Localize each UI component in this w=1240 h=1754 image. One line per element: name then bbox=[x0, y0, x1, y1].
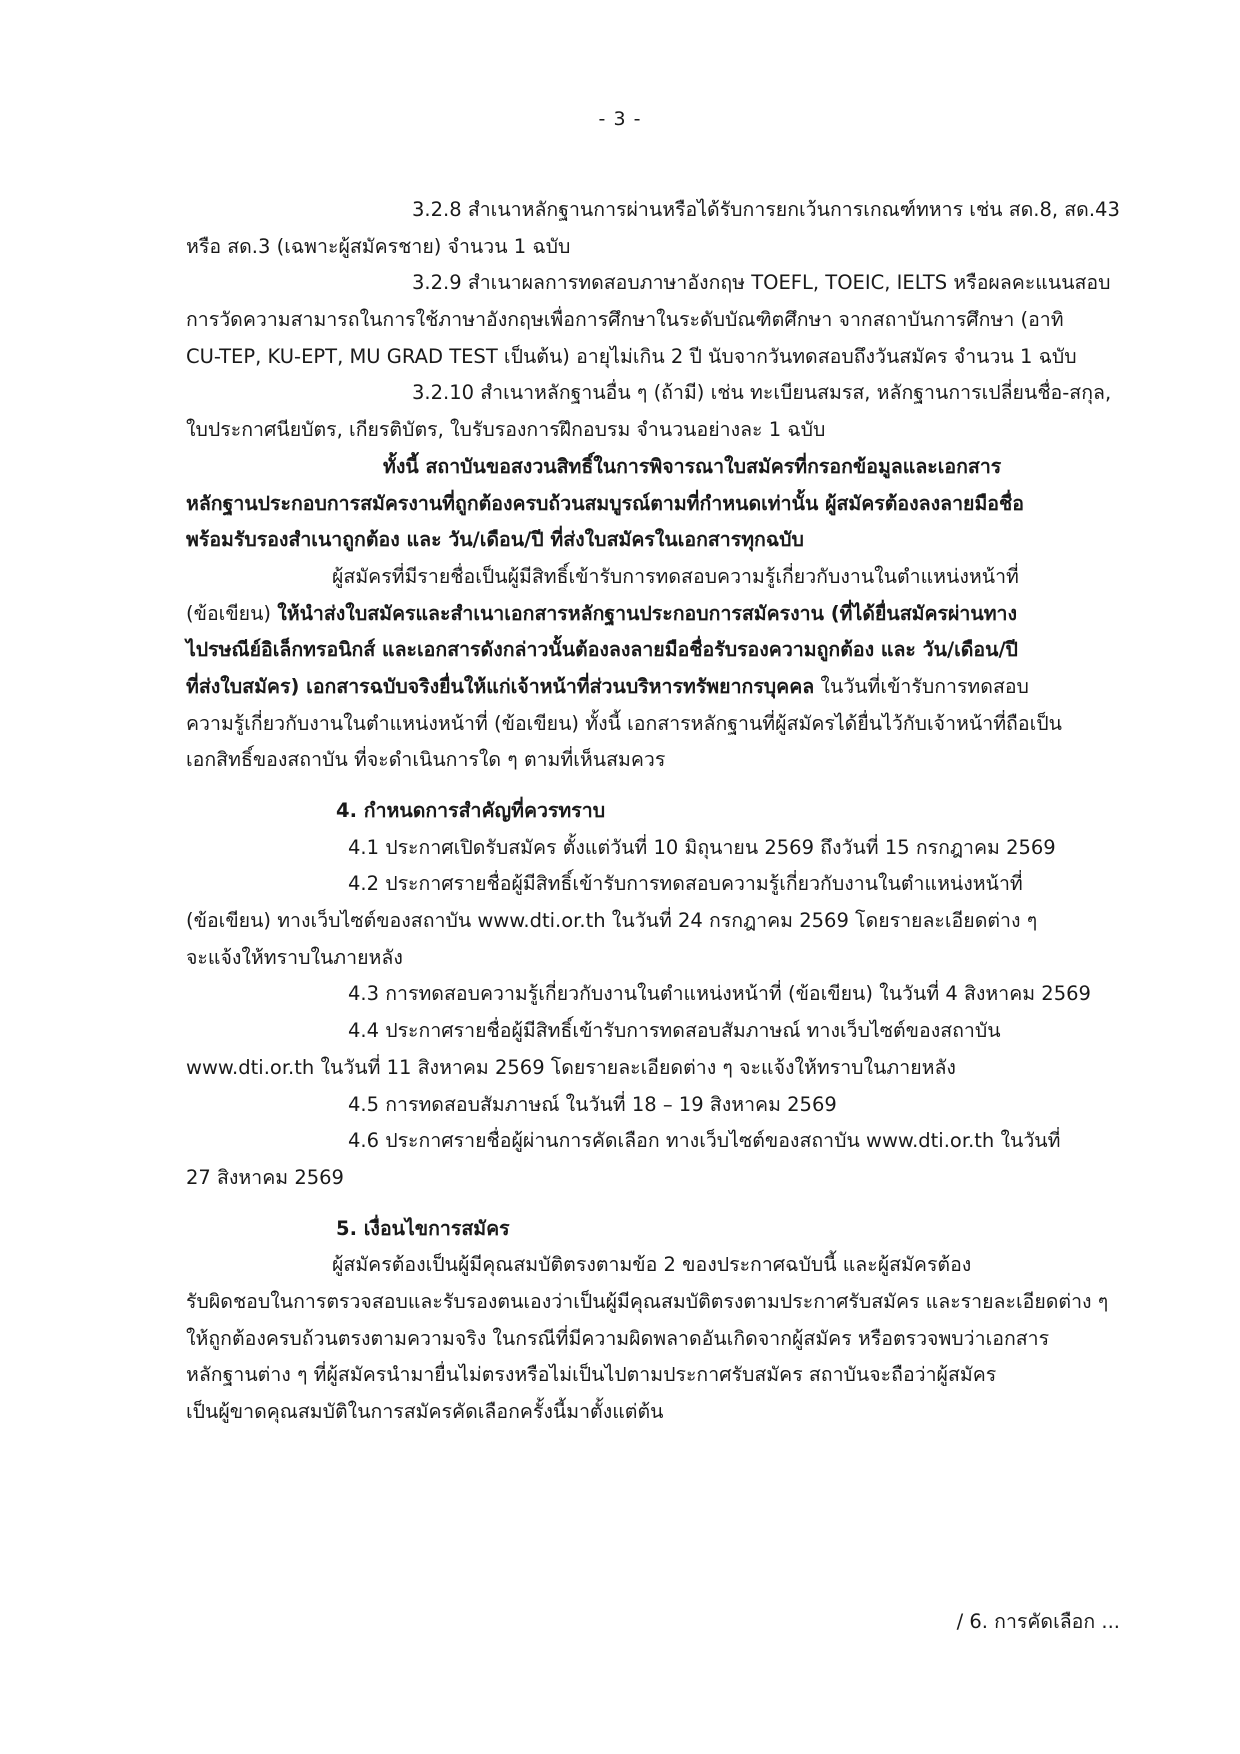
page-number: - 3 - bbox=[598, 108, 642, 130]
spacer bbox=[186, 1197, 1122, 1211]
document-body bbox=[186, 192, 1122, 1431]
notice-line-3: พร้อมรับรองสำเนาถูกต้อง และ วัน/เดือน/ปี ที่ส่งใบสมัครในเอกสารทุกฉบับ bbox=[186, 528, 804, 552]
spacer bbox=[186, 779, 1122, 793]
submit-line-4 bbox=[186, 669, 1122, 706]
section-5-line-1: ผู้สมัครต้องเป็นผู้มีคุณสมบัติตรงตามข้อ 2 ของประกาศฉบับนี้ และผู้สมัครต้อง bbox=[332, 1253, 972, 1277]
section-4-item-2-line-2: (ข้อเขียน) ทางเว็บไซต์ของสถาบัน www.dti.or.th ในวันที่ 24 กรกฎาคม 2569 โดยรายละเอียดต่าง ๆ bbox=[186, 909, 1038, 933]
continuation-footer: / 6. การคัดเลือก ... bbox=[956, 1610, 1120, 1633]
item-3-2-8-line-2: หรือ สด.3 (เฉพาะผู้สมัครชาย) จำนวน 1 ฉบับ bbox=[186, 234, 571, 258]
section-5-line-3: ให้ถูกต้องครบถ้วนตรงตามความจริง ในกรณีที่มีความผิดพลาดอันเกิดจากผู้สมัคร หรือตรวจพบว่าเอกสาร bbox=[186, 1326, 1050, 1350]
submit-line-2 bbox=[186, 596, 1122, 633]
submit-line-2-normal: (ข้อเขียน) bbox=[186, 601, 278, 625]
section-4-heading: 4. กำหนดการสำคัญที่ควรทราบ bbox=[336, 799, 606, 822]
item-3-2-8-line-1: 3.2.8 สำเนาหลักฐานการผ่านหรือได้รับการยกเว้นการเกณฑ์ทหาร เช่น สด.8, สด.43 bbox=[412, 198, 1120, 221]
section-4-item-3: 4.3 การทดสอบความรู้เกี่ยวกับงานในตำแหน่งหน้าที่ (ข้อเขียน) ในวันที่ 4 สิงหาคม 2569 bbox=[348, 982, 1091, 1006]
submit-line-1: ผู้สมัครที่มีรายชื่อเป็นผู้มีสิทธิ์เข้ารับการทดสอบความรู้เกี่ยวกับงานในตำแหน่งหน้าที่ bbox=[332, 564, 1019, 588]
section-5-heading: 5. เงื่อนไขการสมัคร bbox=[336, 1216, 510, 1240]
item-3-2-9-line-2: การวัดความสามารถในการใช้ภาษาอังกฤษเพื่อการศึกษาในระดับบัณฑิตศึกษา จากสถาบันการศึกษา (อาทิ bbox=[186, 308, 1064, 332]
submit-line-4-normal: ในวันที่เข้ารับการทดสอบ bbox=[814, 674, 1029, 698]
submit-line-3: ไปรษณีย์อิเล็กทรอนิกส์ และเอกสารดังกล่าวนั้นต้องลงลายมือชื่อรับรองความถูกต้อง และ วัน/เดือน/ปี bbox=[186, 638, 1018, 662]
section-4-item-4-line-1: 4.4 ประกาศรายชื่อผู้มีสิทธิ์เข้ารับการทดสอบสัมภาษณ์ ทางเว็บไซต์ของสถาบัน bbox=[348, 1019, 1001, 1043]
submit-line-5: ความรู้เกี่ยวกับงานในตำแหน่งหน้าที่ (ข้อเขียน) ทั้งนี้ เอกสารหลักฐานที่ผู้สมัครได้ยื่นไว้กับเจ้าหน้าที่ถือเป็น bbox=[186, 711, 1062, 735]
section-5-line-2: รับผิดชอบในการตรวจสอบและรับรองตนเองว่าเป็นผู้มีคุณสมบัติตรงตามประกาศรับสมัคร และรายละเอียดต่าง ๆ bbox=[186, 1289, 1109, 1313]
item-3-2-10-line-1: 3.2.10 สำเนาหลักฐานอื่น ๆ (ถ้ามี) เช่น ทะเบียนสมรส, หลักฐานการเปลี่ยนชื่อ-สกุล, bbox=[412, 381, 1112, 405]
section-4-item-2-line-3: จะแจ้งให้ทราบในภายหลัง bbox=[186, 945, 403, 969]
submit-line-2-bold: ให้นำส่งใบสมัครและสำเนาเอกสารหลักฐานประกอบการสมัครงาน (ที่ได้ยื่นสมัครผ่านทาง bbox=[277, 601, 1018, 625]
section-4-item-6-line-1: 4.6 ประกาศรายชื่อผู้ผ่านการคัดเลือก ทางเว็บไซต์ของสถาบัน www.dti.or.th ในวันที่ bbox=[348, 1129, 1061, 1153]
section-4-item-6-line-2: 27 สิงหาคม 2569 bbox=[186, 1165, 344, 1189]
section-4-item-4-line-2: www.dti.or.th ในวันที่ 11 สิงหาคม 2569 โดยรายละเอียดต่าง ๆ จะแจ้งให้ทราบในภายหลัง bbox=[186, 1055, 956, 1079]
submit-line-6: เอกสิทธิ์ของสถาบัน ที่จะดำเนินการใด ๆ ตามที่เห็นสมควร bbox=[186, 748, 666, 772]
section-4-item-5: 4.5 การทดสอบสัมภาษณ์ ในวันที่ 18 – 19 สิงหาคม 2569 bbox=[348, 1092, 837, 1116]
section-4-item-1: 4.1 ประกาศเปิดรับสมัคร ตั้งแต่วันที่ 10 มิถุนายน 2569 ถึงวันที่ 15 กรกฎาคม 2569 bbox=[348, 835, 1056, 859]
section-5-line-5: เป็นผู้ขาดคุณสมบัติในการสมัครคัดเลือกครั้งนี้มาตั้งแต่ต้น bbox=[186, 1400, 664, 1423]
item-3-2-9-line-1: 3.2.9 สำเนาผลการทดสอบภาษาอังกฤษ TOEFL, TOEIC, IELTS หรือผลคะแนนสอบ bbox=[412, 271, 1111, 295]
notice-line-2: หลักฐานประกอบการสมัครงานที่ถูกต้องครบถ้วนสมบูรณ์ตามที่กำหนดเท่านั้น ผู้สมัครต้องลงลายมือชื่อ bbox=[186, 491, 1024, 515]
item-3-2-10-line-2: ใบประกาศนียบัตร, เกียรติบัตร, ใบรับรองการฝึกอบรม จำนวนอย่างละ 1 ฉบับ bbox=[186, 418, 826, 442]
item-3-2-9-line-3: CU-TEP, KU-EPT, MU GRAD TEST เป็นต้น) อายุไม่เกิน 2 ปี นับจากวันทดสอบถึงวันสมัคร จำนวน 1 ฉบับ bbox=[186, 344, 1077, 368]
section-5-line-4: หลักฐานต่าง ๆ ที่ผู้สมัครนำมายื่นไม่ตรงหรือไม่เป็นไปตามประกาศรับสมัคร สถาบันจะถือว่าผู้สมัคร bbox=[186, 1363, 997, 1387]
submit-line-4-bold: ที่ส่งใบสมัคร) เอกสารฉบับจริงยื่นให้แก่เจ้าหน้าที่ส่วนบริหารทรัพยากรบุคคล bbox=[186, 674, 815, 698]
notice-line-1: ทั้งนี้ สถาบันขอสงวนสิทธิ์ในการพิจารณาใบสมัครที่กรอกข้อมูลและเอกสาร bbox=[383, 454, 1002, 478]
section-4-item-2-line-1: 4.2 ประกาศรายชื่อผู้มีสิทธิ์เข้ารับการทดสอบความรู้เกี่ยวกับงานในตำแหน่งหน้าที่ bbox=[348, 872, 1023, 896]
